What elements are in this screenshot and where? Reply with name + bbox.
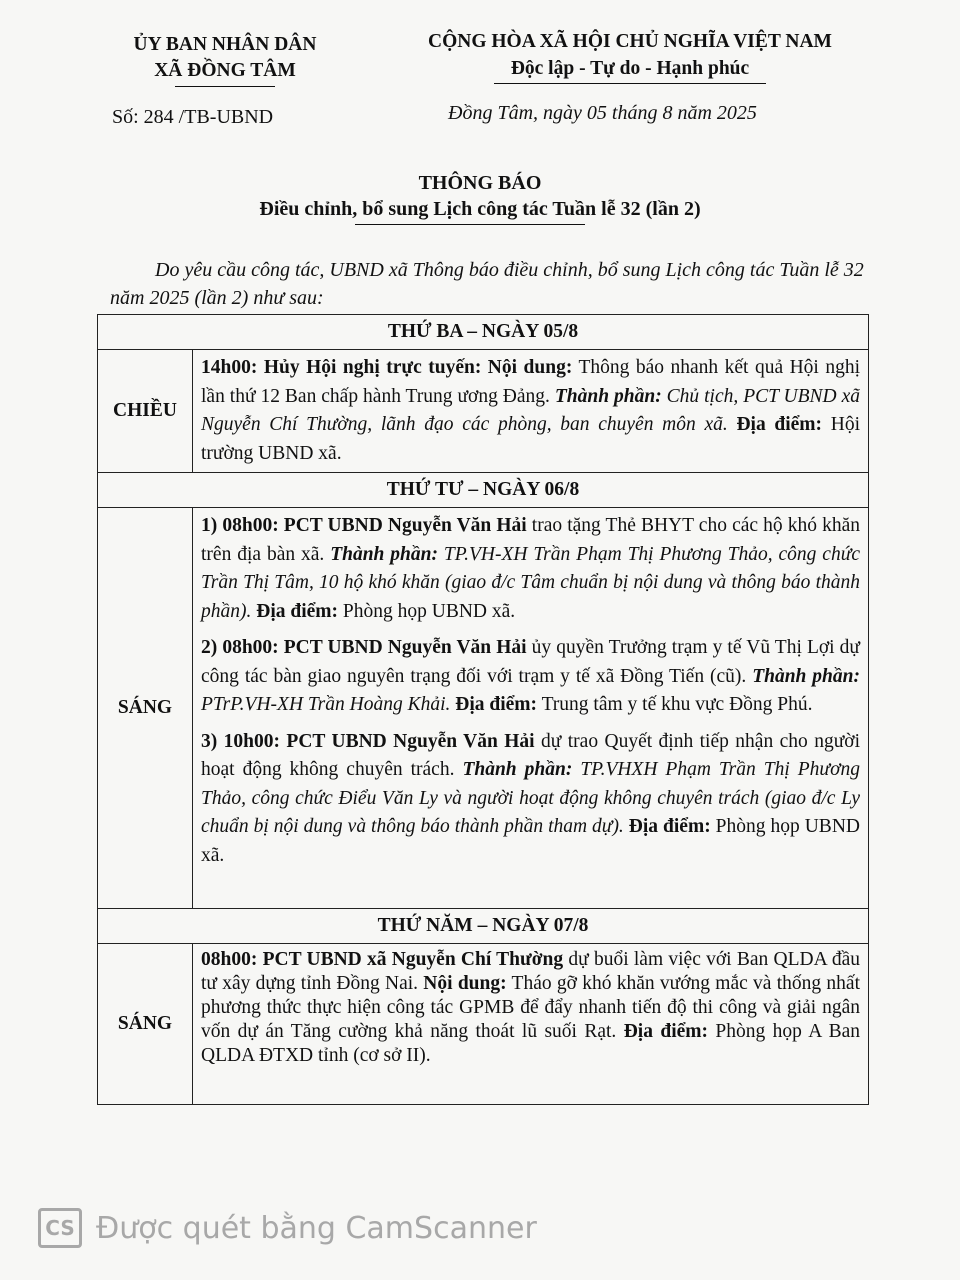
- location-label: Địa điểm:: [628, 816, 711, 837]
- place-date: Đồng Tâm, ngày 05 tháng 8 năm 2025: [448, 102, 757, 124]
- location: Phòng họp A Ban QLDA ĐTXD tỉnh (cơ sở II).: [201, 1021, 860, 1066]
- item-lead: 3) 10h00: PCT UBND Nguyễn Văn Hải: [201, 730, 535, 752]
- authority-line-1: ỦY BAN NHÂN DÂN: [133, 34, 317, 55]
- document-subtitle: Điều chỉnh, bổ sung Lịch công tác Tuần lễ 32 (lần 2): [259, 198, 701, 220]
- content: Tháo gỡ khó khăn vướng mắc và thống nhất phương thức thực hiện công tác GPMB để đẩy nhanh tiến độ thi công và giải ngân vốn dự án Tăng cường khả năng thoát lũ suối Rạt.: [201, 973, 860, 1042]
- schedule-item: [201, 948, 860, 1068]
- session-row: [98, 508, 869, 909]
- participants: PTrP.VH-XH Trần Hoàng Khải.: [201, 694, 456, 715]
- item-text: ủy quyền Trưởng trạm y tế Vũ Thị Lợi dự công tác bàn giao nguyên trạng đối với trạm y tế xã Đồng Tiến (cũ).: [201, 637, 860, 687]
- day-header-row: [98, 473, 869, 508]
- national-motto: Độc lập - Tự do - Hạnh phúc: [510, 58, 750, 79]
- day-header: THỨ TƯ – NGÀY 06/8: [98, 473, 869, 508]
- location: Phòng họp UBND xã.: [338, 600, 516, 622]
- country-name: CỘNG HÒA XÃ HỘI CHỦ NGHĨA VIỆT NAM: [428, 31, 832, 52]
- location-label: Địa điểm:: [256, 600, 339, 622]
- issuing-authority: [90, 32, 360, 87]
- location-label: Địa điểm:: [623, 1021, 708, 1042]
- day-header-row: [98, 315, 869, 350]
- item-text: dự trao Quyết định tiếp nhận cho người hoạt động không chuyên trách.: [201, 730, 860, 780]
- schedule-item: [201, 512, 860, 626]
- session-content: [193, 944, 869, 1105]
- item-lead: 1) 08h00: PCT UBND Nguyễn Văn Hải: [201, 515, 527, 536]
- item-lead: 08h00: PCT UBND xã Nguyễn Chí Thường: [201, 949, 564, 970]
- session-row: [98, 944, 869, 1105]
- session-row: [98, 350, 869, 473]
- location-label: Địa điểm:: [736, 414, 823, 435]
- session-content: [193, 350, 869, 473]
- item-text: trao tặng Thẻ BHYT cho các hộ khó khăn trên địa bàn xã.: [201, 515, 860, 565]
- intro-paragraph: Do yêu cầu công tác, UBND xã Thông báo điều chỉnh, bổ sung Lịch công tác Tuần lễ 32 năm 2025 (lần 2) như sau:: [110, 259, 864, 309]
- location: Hội trường UBND xã.: [201, 414, 861, 464]
- item-text: Thông báo nhanh kết quả Hội nghị lần thứ 12 Ban chấp hành Trung ương Đảng.: [201, 357, 860, 407]
- item-text: dự buổi làm việc với Ban QLDA đầu tư xây dựng tỉnh Đồng Nai.: [201, 949, 861, 994]
- session-label: SÁNG: [98, 944, 193, 1105]
- participants-label: Thành phần:: [330, 543, 438, 565]
- camscanner-logo-icon: CS: [38, 1208, 82, 1248]
- subtitle-underline: [355, 224, 585, 225]
- schedule-item: [201, 634, 860, 720]
- document-number: Số: 284 /TB-UBND: [112, 106, 274, 128]
- motto-underline: [494, 83, 766, 84]
- participants: TP.VH-XH Trần Phạm Thị Phương Thảo, công chức Trần Thị Tâm, 10 hộ khó khăn (giao đ/c Tâm chuẩn bị nội dung và thông báo thành phần).: [201, 543, 860, 622]
- day-header: THỨ BA – NGÀY 05/8: [98, 315, 869, 350]
- schedule-item: [201, 354, 860, 468]
- session-label: CHIỀU: [98, 350, 193, 473]
- participants-label: Thành phần:: [554, 385, 662, 407]
- participants: Chủ tịch, PCT UBND xã Nguyễn Chí Thường, lãnh đạo các phòng, ban chuyên môn xã.: [201, 385, 860, 435]
- schedule-item: [201, 728, 860, 871]
- location: Trung tâm y tế khu vực Đồng Phú.: [537, 694, 813, 715]
- authority-underline: [175, 86, 275, 87]
- day-header-row: [98, 909, 869, 944]
- location: Phòng họp UBND xã.: [201, 816, 860, 866]
- session-label: SÁNG: [98, 508, 193, 909]
- day-header: THỨ NĂM – NGÀY 07/8: [98, 909, 869, 944]
- camscanner-watermark: [38, 1208, 537, 1248]
- session-content: [193, 508, 869, 909]
- schedule-table: [97, 314, 869, 1105]
- location-label: Địa điểm:: [455, 694, 538, 715]
- content-label: Nội dung:: [423, 973, 507, 994]
- document-title: THÔNG BÁO: [418, 172, 542, 194]
- item-lead: 14h00: Hủy Hội nghị trực tuyến: Nội dung:: [201, 357, 573, 378]
- watermark-text: Được quét bằng CamScanner: [96, 1210, 537, 1246]
- national-header: [400, 28, 860, 84]
- participants-label: Thành phần:: [752, 665, 860, 687]
- item-lead: 2) 08h00: PCT UBND Nguyễn Văn Hải: [201, 637, 527, 658]
- participants-label: Thành phần:: [462, 759, 573, 780]
- authority-line-2: XÃ ĐỒNG TÂM: [154, 60, 296, 81]
- participants: TP.VHXH Phạm Trần Thị Phương Thảo, công chức Điểu Văn Ly và người hoạt động không chuyên trách (giao đ/c Ly chuẩn bị nội dung và thông báo thành phần tham dự).: [201, 759, 860, 837]
